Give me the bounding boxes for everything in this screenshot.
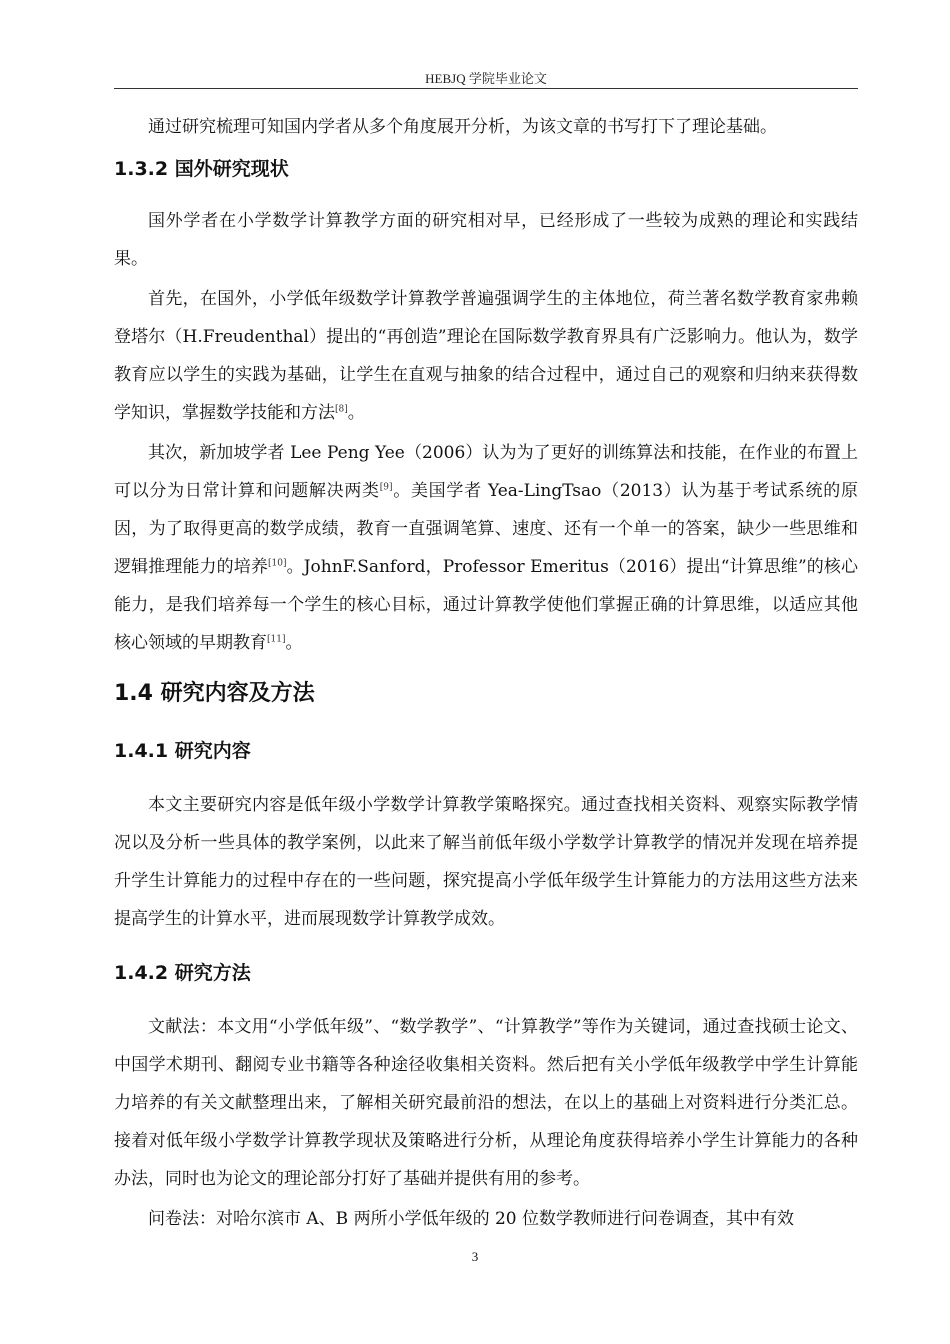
paragraph-text: 首先，在国外，小学低年级数学计算教学普遍强调学生的主体地位，荷兰著名数学教育家弗赖登塔尔（H.Freudenthal）提出的“再创造”理论在国际数学教育界具有广泛影响力。他认为，数学教育应以学生的实践为基础，让学生在直观与抽象的结合过程中，通过自己的观察和归纳来获得数学知识，掌握数学技能和方法: [114, 289, 858, 423]
citation-11: [11]: [267, 634, 286, 645]
paragraph-questionnaire-method: 问卷法：对哈尔滨市 A、B 两所小学低年级的 20 位数学教师进行问卷调查，其中有效: [148, 1209, 795, 1229]
section-heading-1-4: 1.4 研究内容及方法: [114, 681, 315, 706]
paragraph-foreign-intro: 国外学者在小学数学计算教学方面的研究相对早，已经形成了一些较为成熟的理论和实践结果。: [114, 211, 858, 269]
header-divider: [114, 88, 858, 89]
citation-8: [8]: [335, 404, 348, 415]
paragraph-text-b: 。美国学者 Yea-LingTsao（2013）认为基于考试系统的原因，为了取得更高的数学成绩，教育一直强调笔算、速度、还有一个单一的答案，缺少一些思维和逻辑推理能力的培养: [114, 481, 859, 577]
paragraph-end-mark: 。: [285, 633, 303, 653]
paragraph-literature-method: 文献法：本文用“小学低年级”、“数学教学”、“计算教学”等作为关键词，通过查找硕士论文、中国学术期刊、翻阅专业书籍等各种途径收集相关资料。然后把有关小学低年级教学中学生计算能力培养的有关文献整理出来，了解相关研究最前沿的想法，在以上的基础上对资料进行分类汇总。接着对低年级小学数学计算教学现状及策略进行分析，从理论角度获得培养小学生计算能力的各种办法，同时也为论文的理论部分打好了基础并提供有用的参考。: [114, 1017, 858, 1189]
page-content: [114, 108, 858, 1240]
section-heading-1-4-1: 1.4.1 研究内容: [114, 740, 251, 762]
paragraph-foreign-scholars: [114, 434, 858, 662]
paragraph-freudenthal: [114, 280, 858, 432]
paragraph-end-mark: 。: [347, 403, 365, 423]
section-heading-1-3-2: 1.3.2 国外研究现状: [114, 158, 289, 180]
paragraph-summary: 通过研究梳理可知国内学者从多个角度展开分析，为该文章的书写打下了理论基础。: [148, 117, 777, 137]
page-number: 3: [471, 1249, 479, 1264]
running-header: HEBJQ 学院毕业论文: [425, 71, 547, 86]
citation-9: [9]: [379, 482, 393, 493]
paragraph-research-content: 本文主要研究内容是低年级小学数学计算教学策略探究。通过查找相关资料、观察实际教学情况以及分析一些具体的教学案例，以此来了解当前低年级小学数学计算教学的情况并发现在培养提升学生计算能力的过程中存在的一些问题，探究提高小学低年级学生计算能力的方法用这些方法来提高学生的计算水平，进而展现数学计算教学成效。: [114, 795, 858, 929]
citation-10: [10]: [268, 558, 287, 569]
paragraph-text-c: 。JohnF.Sanford，Professor Emeritus（2016）提出“计算思维”的核心能力，是我们培养每一个学生的核心目标，通过计算教学使他们掌握正确的计算思维，以适应其他核心领域的早期教育: [114, 557, 859, 653]
paragraph-text-a: 其次，新加坡学者 Lee Peng Yee（2006）认为为了更好的训练算法和技能，在作业的布置上可以分为日常计算和问题解决两类: [114, 443, 858, 501]
section-heading-1-4-2: 1.4.2 研究方法: [114, 962, 251, 984]
